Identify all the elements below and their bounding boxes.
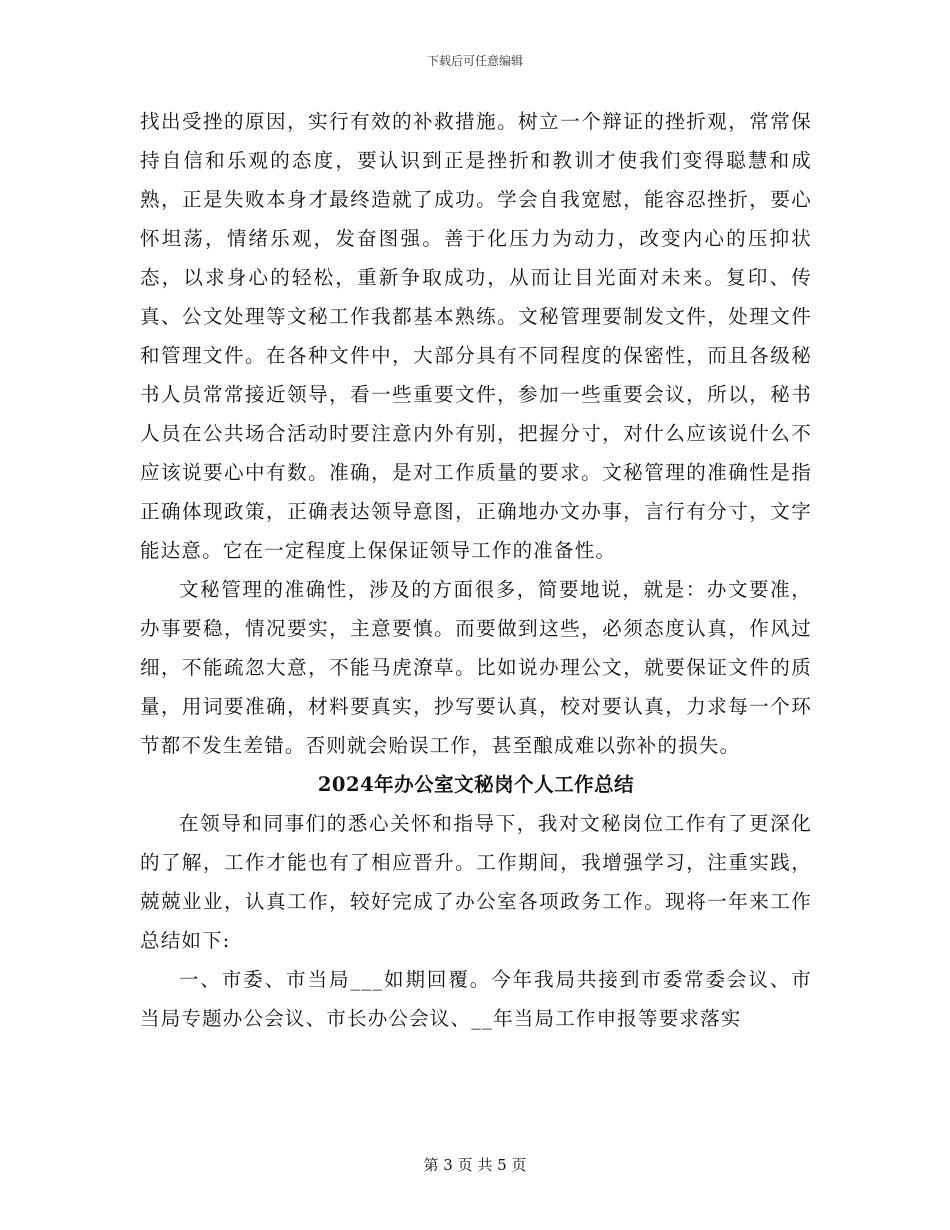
paragraph-1: 找出受挫的原因，实行有效的补救措施。树立一个辩证的挫折观，常常保持自信和乐观的态度，要认识到正是挫折和教训才使我们变得聪慧和成熟，正是失败本身才最终造就了成功。学会自我宽慰，能容忍挫折，要心怀坦荡，情绪乐观，发奋图强。善于化压力为动力，改变内心的压抑状态，以求身心的轻松，重新争取成功，从而让目光面对未来。复印、传真、公文处理等文秘工作我都基本熟练。文秘管理要制发文件，处理文件和管理文件。在各种文件中，大部分具有不同程度的保密性，而且各级秘书人员常常接近领导，看一些重要文件，参加一些重要会议，所以，秘书人员在公共场合活动时要注意内外有别，把握分寸，对什么应该说什么不应该说要心中有数。准确，是对工作质量的要求。文秘管理的准确性是指正确体现政策，正确表达领导意图，正确地办文办事，言行有分寸，文字能达意。它在一定程度上保保证领导工作的准备性。	[140, 110, 812, 562]
document-body	[140, 102, 812, 1038]
page-header: 下载后可任意编辑	[426, 54, 523, 68]
paragraph-3: 在领导和同事们的悉心关怀和指导下，我对文秘岗位工作有了更深化的了解，工作才能也有了相应晋升。工作期间，我增强学习，注重实践，兢兢业业，认真工作，较好完成了办公室各项政务工作。现将一年来工作总结如下:	[140, 812, 812, 952]
paragraph-2: 文秘管理的准确性，涉及的方面很多，简要地说，就是：办文要准，办事要稳，情况要实，主意要慎。而要做到这些，必须态度认真，作风过细，不能疏忽大意，不能马虎潦草。比如说办理公文，就要保证文件的质量，用词要准确，材料要真实，抄写要认真，校对要认真，力求每一个环节都不发生差错。否则就会贻误工作，甚至酿成难以弥补的损失。	[140, 578, 812, 757]
section-title: 2024年办公室文秘岗个人工作总结	[317, 773, 635, 796]
page-footer: 第 3 页 共 5 页	[423, 1156, 527, 1174]
paragraph-4: 一、市委、市当局___如期回覆。今年我局共接到市委常委会议、市当局专题办公会议、市长办公会议、__年当局工作申报等要求落实	[140, 968, 812, 1030]
